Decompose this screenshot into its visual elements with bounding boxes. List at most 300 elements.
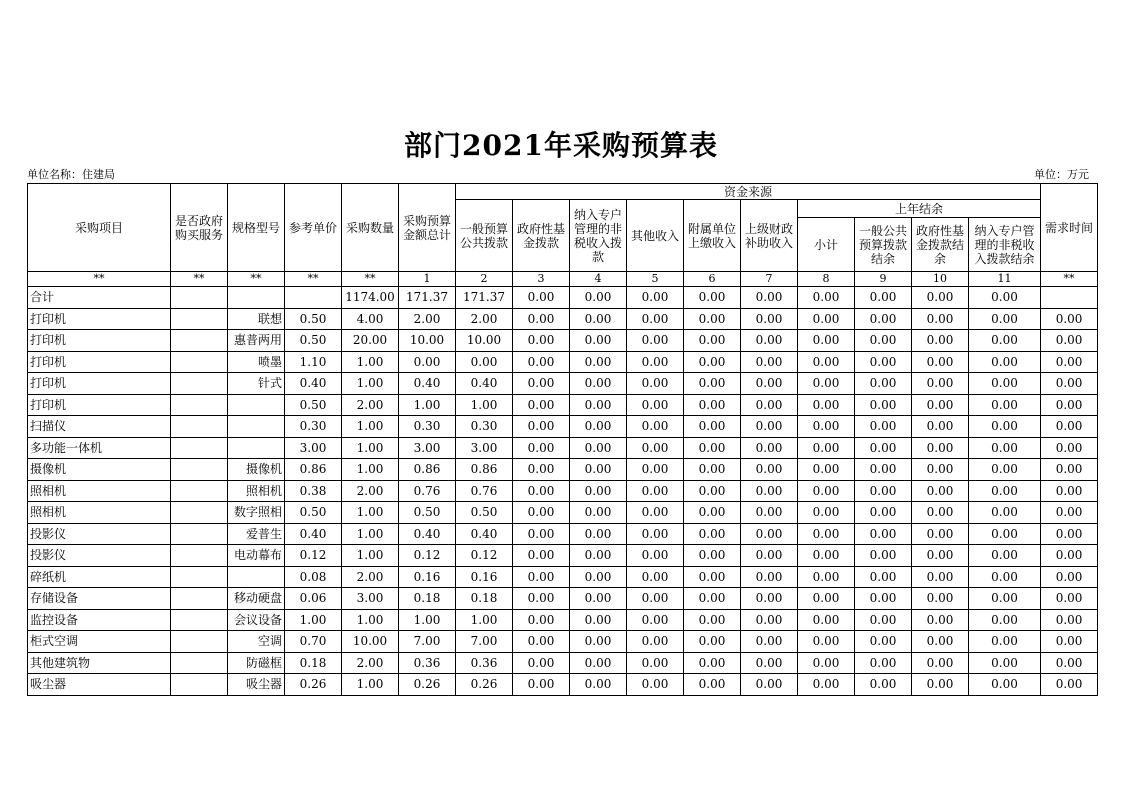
cell-other: 0.00 [627,609,684,631]
cell-non-tax: 0.00 [570,674,627,696]
cell-demand-time: 0.00 [1041,631,1098,653]
cell-ly-gov-fund: 0.00 [912,394,969,416]
cell-gov-fund: 0.00 [513,416,570,438]
table-row [28,373,1098,395]
cell-gov-fund: 0.00 [513,437,570,459]
cell-subtotal: 0.00 [798,480,855,502]
cell-quantity: 1.00 [342,609,399,631]
cell-gov-service [171,502,228,524]
cell-ly-gov-fund: 0.00 [912,480,969,502]
cell-superior: 0.00 [741,588,798,610]
cell-total: 2.00 [399,308,456,330]
cell-ly-non-tax: 0.00 [969,588,1041,610]
cell-gov-fund: 0.00 [513,330,570,352]
cell-subtotal: 0.00 [798,566,855,588]
column-index-cell: ** [1041,272,1098,287]
cell-subtotal: 0.00 [798,502,855,524]
cell-gov-service [171,523,228,545]
cell-general: 0.50 [456,502,513,524]
cell-gov-service [171,351,228,373]
header-demand-time: 需求时间 [1041,184,1098,272]
cell-other: 0.00 [627,351,684,373]
cell-ref-price: 0.08 [285,566,342,588]
cell-ly-non-tax: 0.00 [969,308,1041,330]
cell-subtotal: 0.00 [798,588,855,610]
cell-total: 0.76 [399,480,456,502]
cell-ly-non-tax: 0.00 [969,394,1041,416]
cell-superior: 0.00 [741,545,798,567]
cell-total: 1.00 [399,609,456,631]
cell-subtotal: 0.00 [798,545,855,567]
cell-superior: 0.00 [741,308,798,330]
cell-gov-fund: 0.00 [513,502,570,524]
cell-ly-general: 0.00 [855,287,912,309]
cell-ly-gov-fund: 0.00 [912,566,969,588]
page-title: 部门2021年采购预算表 [404,129,718,162]
cell-spec: 吸尘器 [228,674,285,696]
cell-demand-time: 0.00 [1041,437,1098,459]
cell-affiliated: 0.00 [684,674,741,696]
cell-quantity: 1.00 [342,502,399,524]
cell-ly-non-tax: 0.00 [969,523,1041,545]
cell-ly-gov-fund: 0.00 [912,351,969,373]
cell-general: 0.36 [456,652,513,674]
cell-non-tax: 0.00 [570,652,627,674]
cell-ly-non-tax: 0.00 [969,437,1041,459]
cell-gov-fund: 0.00 [513,523,570,545]
header-ly-non-tax: 纳入专户管理的非税收入拨款结余 [969,218,1041,272]
column-index-cell: ** [28,272,171,287]
header-last-year: 上年结余 [798,200,1041,218]
cell-gov-fund: 0.00 [513,373,570,395]
cell-gov-fund: 0.00 [513,609,570,631]
cell-quantity: 2.00 [342,566,399,588]
cell-superior: 0.00 [741,502,798,524]
cell-demand-time [1041,287,1098,309]
cell-general: 3.00 [456,437,513,459]
cell-affiliated: 0.00 [684,566,741,588]
cell-item: 多功能一体机 [28,437,171,459]
cell-gov-service [171,652,228,674]
column-index-cell: 3 [513,272,570,287]
cell-quantity: 1174.00 [342,287,399,309]
cell-demand-time: 0.00 [1041,609,1098,631]
cell-total: 3.00 [399,437,456,459]
cell-non-tax: 0.00 [570,394,627,416]
cell-superior: 0.00 [741,394,798,416]
cell-demand-time: 0.00 [1041,502,1098,524]
cell-quantity: 10.00 [342,631,399,653]
cell-superior: 0.00 [741,459,798,481]
cell-general: 0.16 [456,566,513,588]
cell-spec: 针式 [228,373,285,395]
header-item: 采购项目 [28,184,171,272]
cell-spec [228,566,285,588]
cell-general: 0.26 [456,674,513,696]
cell-general: 0.12 [456,545,513,567]
cell-gov-service [171,394,228,416]
cell-superior: 0.00 [741,416,798,438]
cell-other: 0.00 [627,394,684,416]
cell-ly-general: 0.00 [855,437,912,459]
header-ly-gov-fund: 政府性基金拨款结余 [912,218,969,272]
cell-ly-general: 0.00 [855,566,912,588]
cell-spec: 摄像机 [228,459,285,481]
cell-superior: 0.00 [741,330,798,352]
cell-ref-price: 0.50 [285,330,342,352]
cell-other: 0.00 [627,330,684,352]
cell-gov-fund: 0.00 [513,287,570,309]
cell-other: 0.00 [627,416,684,438]
cell-ly-non-tax: 0.00 [969,631,1041,653]
unit-label: 单位：万元 [1034,168,1089,181]
cell-ly-gov-fund: 0.00 [912,287,969,309]
column-index-cell: ** [342,272,399,287]
column-index-cell: ** [285,272,342,287]
cell-non-tax: 0.00 [570,566,627,588]
header-ref-price: 参考单价 [285,184,342,272]
cell-other: 0.00 [627,459,684,481]
cell-spec: 数字照相 [228,502,285,524]
cell-total: 0.16 [399,566,456,588]
cell-total: 0.00 [399,351,456,373]
column-index-cell: 2 [456,272,513,287]
cell-ref-price: 0.50 [285,394,342,416]
cell-gov-service [171,459,228,481]
cell-item: 打印机 [28,330,171,352]
cell-item: 监控设备 [28,609,171,631]
cell-ref-price: 0.12 [285,545,342,567]
cell-total: 0.40 [399,523,456,545]
cell-ref-price: 1.10 [285,351,342,373]
header-funding: 资金来源 [456,184,1041,200]
cell-subtotal: 0.00 [798,394,855,416]
cell-quantity: 2.00 [342,480,399,502]
cell-quantity: 1.00 [342,437,399,459]
cell-superior: 0.00 [741,287,798,309]
cell-gov-fund: 0.00 [513,545,570,567]
cell-spec: 会议设备 [228,609,285,631]
cell-total: 0.12 [399,545,456,567]
cell-gov-fund: 0.00 [513,674,570,696]
cell-ly-gov-fund: 0.00 [912,502,969,524]
cell-superior: 0.00 [741,351,798,373]
table-row [28,330,1098,352]
cell-ly-non-tax: 0.00 [969,416,1041,438]
cell-gov-fund: 0.00 [513,308,570,330]
cell-ly-non-tax: 0.00 [969,674,1041,696]
cell-gov-service [171,373,228,395]
cell-quantity: 3.00 [342,588,399,610]
cell-ly-non-tax: 0.00 [969,545,1041,567]
cell-affiliated: 0.00 [684,588,741,610]
cell-quantity: 1.00 [342,373,399,395]
header-quantity: 采购数量 [342,184,399,272]
cell-non-tax: 0.00 [570,545,627,567]
cell-ly-general: 0.00 [855,674,912,696]
cell-demand-time: 0.00 [1041,351,1098,373]
cell-ly-gov-fund: 0.00 [912,523,969,545]
cell-other: 0.00 [627,523,684,545]
cell-quantity: 2.00 [342,394,399,416]
column-index-cell: ** [228,272,285,287]
cell-ly-gov-fund: 0.00 [912,674,969,696]
column-index-cell: 8 [798,272,855,287]
cell-general: 2.00 [456,308,513,330]
cell-subtotal: 0.00 [798,416,855,438]
cell-spec: 爱普生 [228,523,285,545]
cell-non-tax: 0.00 [570,480,627,502]
cell-demand-time: 0.00 [1041,459,1098,481]
cell-gov-fund: 0.00 [513,566,570,588]
cell-ly-general: 0.00 [855,373,912,395]
cell-spec [228,287,285,309]
cell-demand-time: 0.00 [1041,308,1098,330]
cell-demand-time: 0.00 [1041,588,1098,610]
cell-ref-price: 3.00 [285,437,342,459]
column-index-cell: 9 [855,272,912,287]
cell-non-tax: 0.00 [570,373,627,395]
cell-ly-gov-fund: 0.00 [912,609,969,631]
table-row [28,674,1098,696]
cell-superior: 0.00 [741,609,798,631]
cell-non-tax: 0.00 [570,308,627,330]
cell-superior: 0.00 [741,566,798,588]
cell-quantity: 1.00 [342,351,399,373]
cell-item: 打印机 [28,394,171,416]
table-row [28,502,1098,524]
cell-item: 碎纸机 [28,566,171,588]
cell-subtotal: 0.00 [798,287,855,309]
table-row [28,394,1098,416]
cell-other: 0.00 [627,437,684,459]
cell-total: 0.26 [399,674,456,696]
cell-other: 0.00 [627,652,684,674]
cell-item: 摄像机 [28,459,171,481]
cell-non-tax: 0.00 [570,631,627,653]
cell-gov-fund: 0.00 [513,588,570,610]
cell-item: 扫描仪 [28,416,171,438]
cell-non-tax: 0.00 [570,330,627,352]
cell-superior: 0.00 [741,373,798,395]
cell-affiliated: 0.00 [684,437,741,459]
table-row [28,416,1098,438]
cell-ly-general: 0.00 [855,351,912,373]
header-total: 采购预算金额总计 [399,184,456,272]
cell-affiliated: 0.00 [684,308,741,330]
cell-spec: 喷墨 [228,351,285,373]
cell-item: 存储设备 [28,588,171,610]
cell-demand-time: 0.00 [1041,545,1098,567]
cell-ly-general: 0.00 [855,394,912,416]
cell-affiliated: 0.00 [684,480,741,502]
cell-other: 0.00 [627,674,684,696]
cell-subtotal: 0.00 [798,373,855,395]
cell-ly-general: 0.00 [855,480,912,502]
cell-ly-gov-fund: 0.00 [912,588,969,610]
cell-affiliated: 0.00 [684,373,741,395]
cell-spec [228,416,285,438]
cell-gov-service [171,480,228,502]
cell-affiliated: 0.00 [684,330,741,352]
cell-ly-gov-fund: 0.00 [912,459,969,481]
cell-ly-gov-fund: 0.00 [912,330,969,352]
cell-spec [228,394,285,416]
cell-demand-time: 0.00 [1041,394,1098,416]
cell-superior: 0.00 [741,480,798,502]
cell-affiliated: 0.00 [684,631,741,653]
cell-ref-price: 0.06 [285,588,342,610]
cell-subtotal: 0.00 [798,330,855,352]
cell-gov-fund: 0.00 [513,351,570,373]
column-index-cell: 4 [570,272,627,287]
table-row [28,545,1098,567]
cell-ly-general: 0.00 [855,330,912,352]
table-row [28,351,1098,373]
table-body [28,287,1098,696]
cell-gov-service [171,609,228,631]
cell-other: 0.00 [627,588,684,610]
cell-affiliated: 0.00 [684,287,741,309]
cell-ly-non-tax: 0.00 [969,459,1041,481]
cell-demand-time: 0.00 [1041,330,1098,352]
cell-demand-time: 0.00 [1041,373,1098,395]
cell-gov-fund: 0.00 [513,631,570,653]
cell-gov-service [171,437,228,459]
cell-ref-price: 0.30 [285,416,342,438]
cell-spec [228,437,285,459]
cell-spec: 空调 [228,631,285,653]
cell-ly-non-tax: 0.00 [969,351,1041,373]
cell-ref-price: 0.70 [285,631,342,653]
cell-superior: 0.00 [741,652,798,674]
cell-superior: 0.00 [741,523,798,545]
cell-item: 吸尘器 [28,674,171,696]
cell-quantity: 1.00 [342,674,399,696]
cell-general: 0.18 [456,588,513,610]
cell-gov-fund: 0.00 [513,459,570,481]
cell-ly-gov-fund: 0.00 [912,652,969,674]
cell-ly-general: 0.00 [855,652,912,674]
column-index-cell: 5 [627,272,684,287]
cell-subtotal: 0.00 [798,459,855,481]
cell-subtotal: 0.00 [798,437,855,459]
header-subtotal: 小计 [798,218,855,272]
table-row [28,480,1098,502]
cell-demand-time: 0.00 [1041,523,1098,545]
cell-total: 0.18 [399,588,456,610]
cell-ly-general: 0.00 [855,545,912,567]
column-index-cell: 6 [684,272,741,287]
cell-ref-price: 0.38 [285,480,342,502]
cell-total: 1.00 [399,394,456,416]
cell-gov-service [171,631,228,653]
cell-ly-general: 0.00 [855,459,912,481]
cell-non-tax: 0.00 [570,523,627,545]
cell-affiliated: 0.00 [684,609,741,631]
cell-spec: 防磁框 [228,652,285,674]
cell-demand-time: 0.00 [1041,652,1098,674]
cell-item: 照相机 [28,480,171,502]
cell-ly-gov-fund: 0.00 [912,437,969,459]
cell-quantity: 4.00 [342,308,399,330]
cell-total: 0.40 [399,373,456,395]
cell-total: 171.37 [399,287,456,309]
cell-gov-service [171,588,228,610]
cell-item: 打印机 [28,373,171,395]
header-non-tax: 纳入专户管理的非税收入拨款 [570,200,627,272]
table-header [28,184,1098,287]
column-index-cell: 1 [399,272,456,287]
column-index-cell: ** [171,272,228,287]
cell-ly-non-tax: 0.00 [969,609,1041,631]
cell-quantity: 1.00 [342,416,399,438]
cell-affiliated: 0.00 [684,394,741,416]
cell-spec: 联想 [228,308,285,330]
cell-other: 0.00 [627,373,684,395]
cell-ly-gov-fund: 0.00 [912,373,969,395]
cell-item: 打印机 [28,308,171,330]
cell-item: 照相机 [28,502,171,524]
cell-ly-non-tax: 0.00 [969,480,1041,502]
column-index-cell: 10 [912,272,969,287]
cell-non-tax: 0.00 [570,351,627,373]
total-row [28,287,1098,309]
cell-quantity: 2.00 [342,652,399,674]
cell-ly-general: 0.00 [855,308,912,330]
table-row [28,437,1098,459]
cell-subtotal: 0.00 [798,523,855,545]
cell-other: 0.00 [627,308,684,330]
cell-ly-general: 0.00 [855,416,912,438]
cell-general: 0.76 [456,480,513,502]
cell-ref-price: 0.50 [285,502,342,524]
cell-demand-time: 0.00 [1041,674,1098,696]
column-index-cell: 7 [741,272,798,287]
cell-demand-time: 0.00 [1041,416,1098,438]
cell-general: 1.00 [456,394,513,416]
header-superior: 上级财政补助收入 [741,200,798,272]
column-index-row [28,272,1098,287]
cell-item: 打印机 [28,351,171,373]
cell-other: 0.00 [627,566,684,588]
cell-spec: 惠普两用 [228,330,285,352]
cell-demand-time: 0.00 [1041,480,1098,502]
cell-ly-gov-fund: 0.00 [912,416,969,438]
cell-general: 7.00 [456,631,513,653]
cell-superior: 0.00 [741,631,798,653]
cell-ly-general: 0.00 [855,523,912,545]
cell-non-tax: 0.00 [570,459,627,481]
cell-item: 其他建筑物 [28,652,171,674]
cell-ly-non-tax: 0.00 [969,373,1041,395]
table-row [28,631,1098,653]
table-row [28,588,1098,610]
cell-quantity: 1.00 [342,459,399,481]
table-row [28,523,1098,545]
cell-ref-price: 1.00 [285,609,342,631]
cell-spec: 移动硬盘 [228,588,285,610]
cell-ref-price: 0.86 [285,459,342,481]
cell-subtotal: 0.00 [798,609,855,631]
cell-affiliated: 0.00 [684,523,741,545]
cell-subtotal: 0.00 [798,351,855,373]
header-gov-service: 是否政府购买服务 [171,184,228,272]
cell-ref-price: 0.40 [285,523,342,545]
cell-spec: 电动幕布 [228,545,285,567]
cell-ref-price: 0.18 [285,652,342,674]
cell-gov-service [171,330,228,352]
